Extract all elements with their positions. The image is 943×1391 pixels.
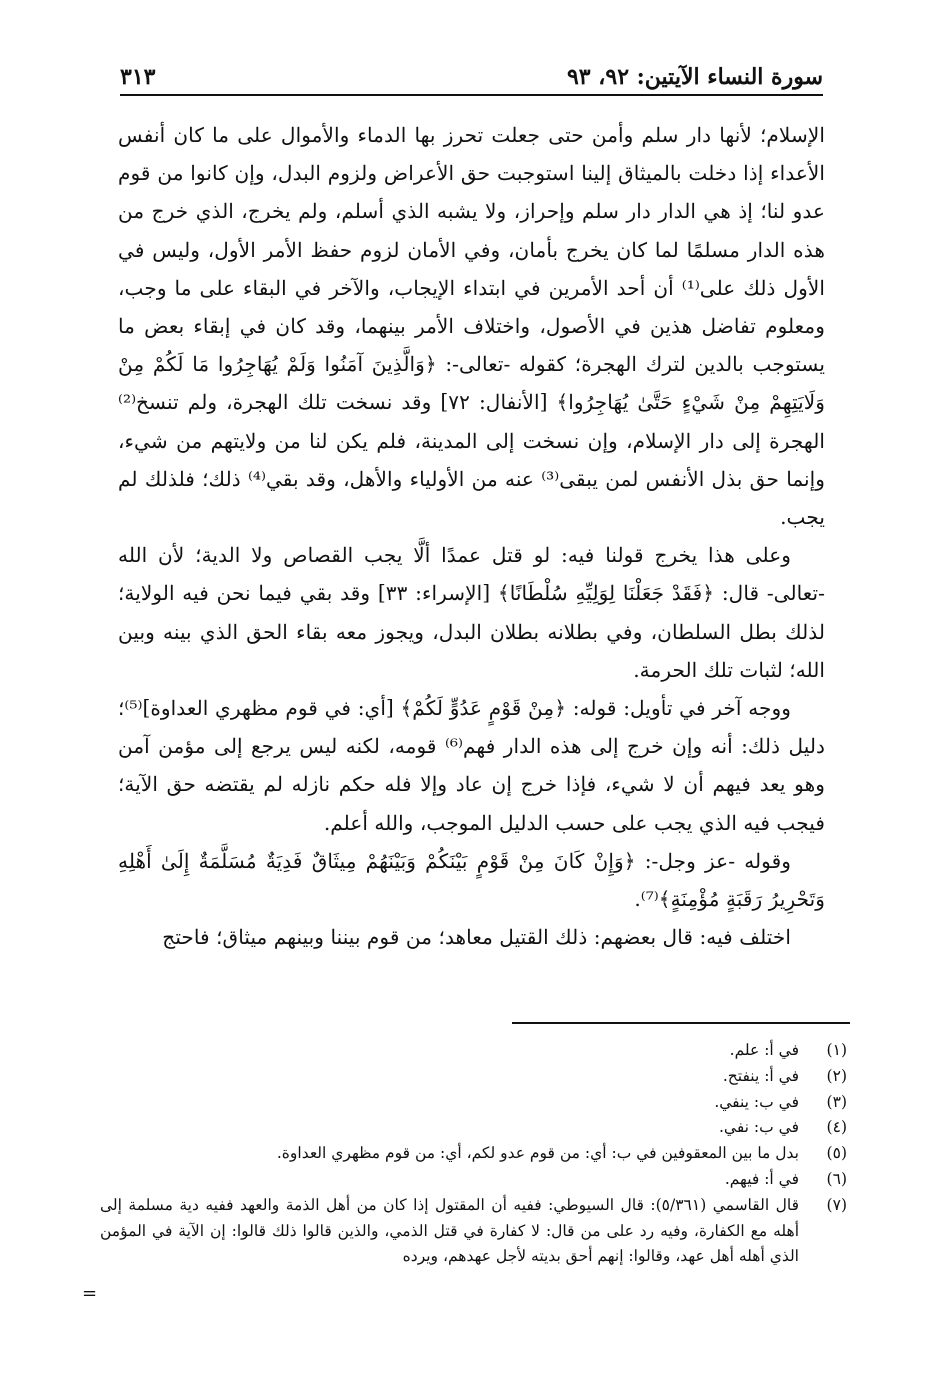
paragraph: الإسلام؛ لأنها دار سلم وأمن حتى جعلت تحرز بها الدماء والأموال على ما كان أنفس الأعداء إذا دخلت بالميثاق إلينا استوجبت حق الأعراض ولزوم البدل، وإن كانوا من قوم عدو لنا؛ إذ هي الدار دار سلم وإحراز، ولا يشبه الذي أسلم، ولم يخرج، الذي خرج من هذه الدار مسلمًا لما كان يخرج بأمان، وفي الأمان لزوم حفظ الأمر الأول، وليس في الأول ذلك على⁽¹⁾ أن أحد الأمرين في ابتداء الإيجاب، والآخر في البقاء على ما وجب، ومعلوم تفاضل هذين في الأصول، واختلاف الأمر بينهما، وقد كان في إبقاء بعض ما يستوجب بالدين لترك الهجرة؛ كقوله -تعالى-: ﴿وَالَّذِينَ آمَنُوا وَلَمْ يُهَاجِرُوا مَا لَكُمْ مِنْ وَلَايَتِهِمْ مِنْ شَيْءٍ حَتَّىٰ يُهَاجِرُوا﴾ [الأنفال: ٧٢] وقد نسخت تلك الهجرة، ولم تنسخ⁽²⁾ الهجرة إلى دار الإسلام، وإن نسخت إلى المدينة، فلم يكن لنا من ولايتهم من شيء، وإنما حق بذل الأنفس لمن يبقى⁽³⁾ عنه من الأولياء والأهل، وقد بقي⁽⁴⁾ ذلك؛ فلذلك لم يجب. bbox=[118, 123, 825, 530]
footnote-text: في أ: ينفتح. bbox=[722, 1066, 799, 1085]
footnote-number: (٥) bbox=[826, 1144, 847, 1163]
footnote-separator bbox=[512, 1022, 850, 1024]
footnote-number: (٤) bbox=[826, 1118, 847, 1137]
footnote bbox=[100, 1141, 847, 1167]
footnote-number: (٦) bbox=[826, 1169, 847, 1188]
footnote-number: (٣) bbox=[826, 1092, 847, 1111]
paragraph: وعلى هذا يخرج قولنا فيه: لو قتل عمدًا ألَّا يجب القصاص ولا الدية؛ لأن الله -تعالى- قال: ﴿فَقَدْ جَعَلْنَا لِوَلِيِّهِ سُلْطَانًا﴾ [الإسراء: ٣٣] وقد بقي فيما نحن فيه الولاية؛ لذلك بطل السلطان، وفي بطلانه بطلان البدل، ويجوز معه بقاء الحق الذي بينه وبين الله؛ لثبات تلك الحرمة. bbox=[118, 543, 825, 682]
page-number: ٣١٣ bbox=[120, 64, 156, 90]
footnote-text: بدل ما بين المعقوفين في ب: أي: من قوم عدو لكم، أي: من قوم مظهري العداوة. bbox=[276, 1144, 799, 1163]
footnote-text: في ب: ينفي. bbox=[714, 1092, 799, 1111]
footnote-text: في أ: علم. bbox=[729, 1041, 799, 1059]
footnote bbox=[100, 1090, 847, 1116]
footnote bbox=[100, 1064, 847, 1090]
paragraph: ووجه آخر في تأويل: قوله: ﴿مِنْ قَوْمٍ عَدُوٍّ لَكُمْ﴾ [أي: في قوم مظهري العداوة]⁽⁵⁾؛ دليل ذلك: أنه وإن خرج إلى هذه الدار فهم⁽⁶⁾ قومه، لكنه ليس يرجع إلى مؤمن آمن وهو يعد فيهم أن لا شيء، فإذا خرج إن عاد وإلا فله حكم نازله لم يقتضه حق الآية؛ فيجب فيه الذي يجب على حسب الدليل الموجب، والله أعلم. bbox=[118, 696, 825, 835]
continuation-mark: = bbox=[82, 1283, 98, 1304]
main-text bbox=[118, 116, 825, 956]
footnote-number: (٧) bbox=[826, 1195, 847, 1214]
footnote-text: في ب: نفي. bbox=[719, 1118, 799, 1137]
footnote-number: (١) bbox=[826, 1041, 847, 1059]
footnote bbox=[100, 1038, 847, 1064]
paragraph: وقوله -عز وجل-: ﴿وَإِنْ كَانَ مِنْ قَوْمٍ بَيْنَكُمْ وَبَيْنَهُمْ مِيثَاقٌ فَدِيَةٌ مُسَلَّمَةٌ إِلَىٰ أَهْلِهِ وَتَحْرِيرُ رَقَبَةٍ مُؤْمِنَةٍ﴾⁽⁷⁾. bbox=[118, 848, 825, 912]
paragraph: اختلف فيه: قال بعضهم: ذلك القتيل معاهد؛ من قوم بيننا وبينهم ميثاق؛ فاحتج bbox=[162, 925, 791, 950]
footnote bbox=[100, 1193, 847, 1270]
footnotes bbox=[100, 1038, 847, 1270]
footnote bbox=[100, 1167, 847, 1193]
footnote-text: قال القاسمي (٥/٣٦١): قال السيوطي: ففيه أن المقتول إذا كان من أهل الذمة والعهد ففيه دية مسلمة إلى أهله مع الكفارة، وفيه رد على من قال: لا كفارة في قتل الذمي، والذين قالوا ذلك قالوا: إن الآية في المؤمن الذي أهله أهل عهد، وقالوا: إنهم أحق بديته لأجل عهدهم، ويرده bbox=[100, 1195, 799, 1266]
page-header bbox=[120, 50, 823, 96]
footnote bbox=[100, 1115, 847, 1141]
footnote-text: في أ: فيهم. bbox=[724, 1169, 799, 1188]
running-title: سورة النساء الآيتين: ٩٢، ٩٣ bbox=[566, 64, 823, 90]
footnote-number: (٢) bbox=[826, 1066, 847, 1085]
